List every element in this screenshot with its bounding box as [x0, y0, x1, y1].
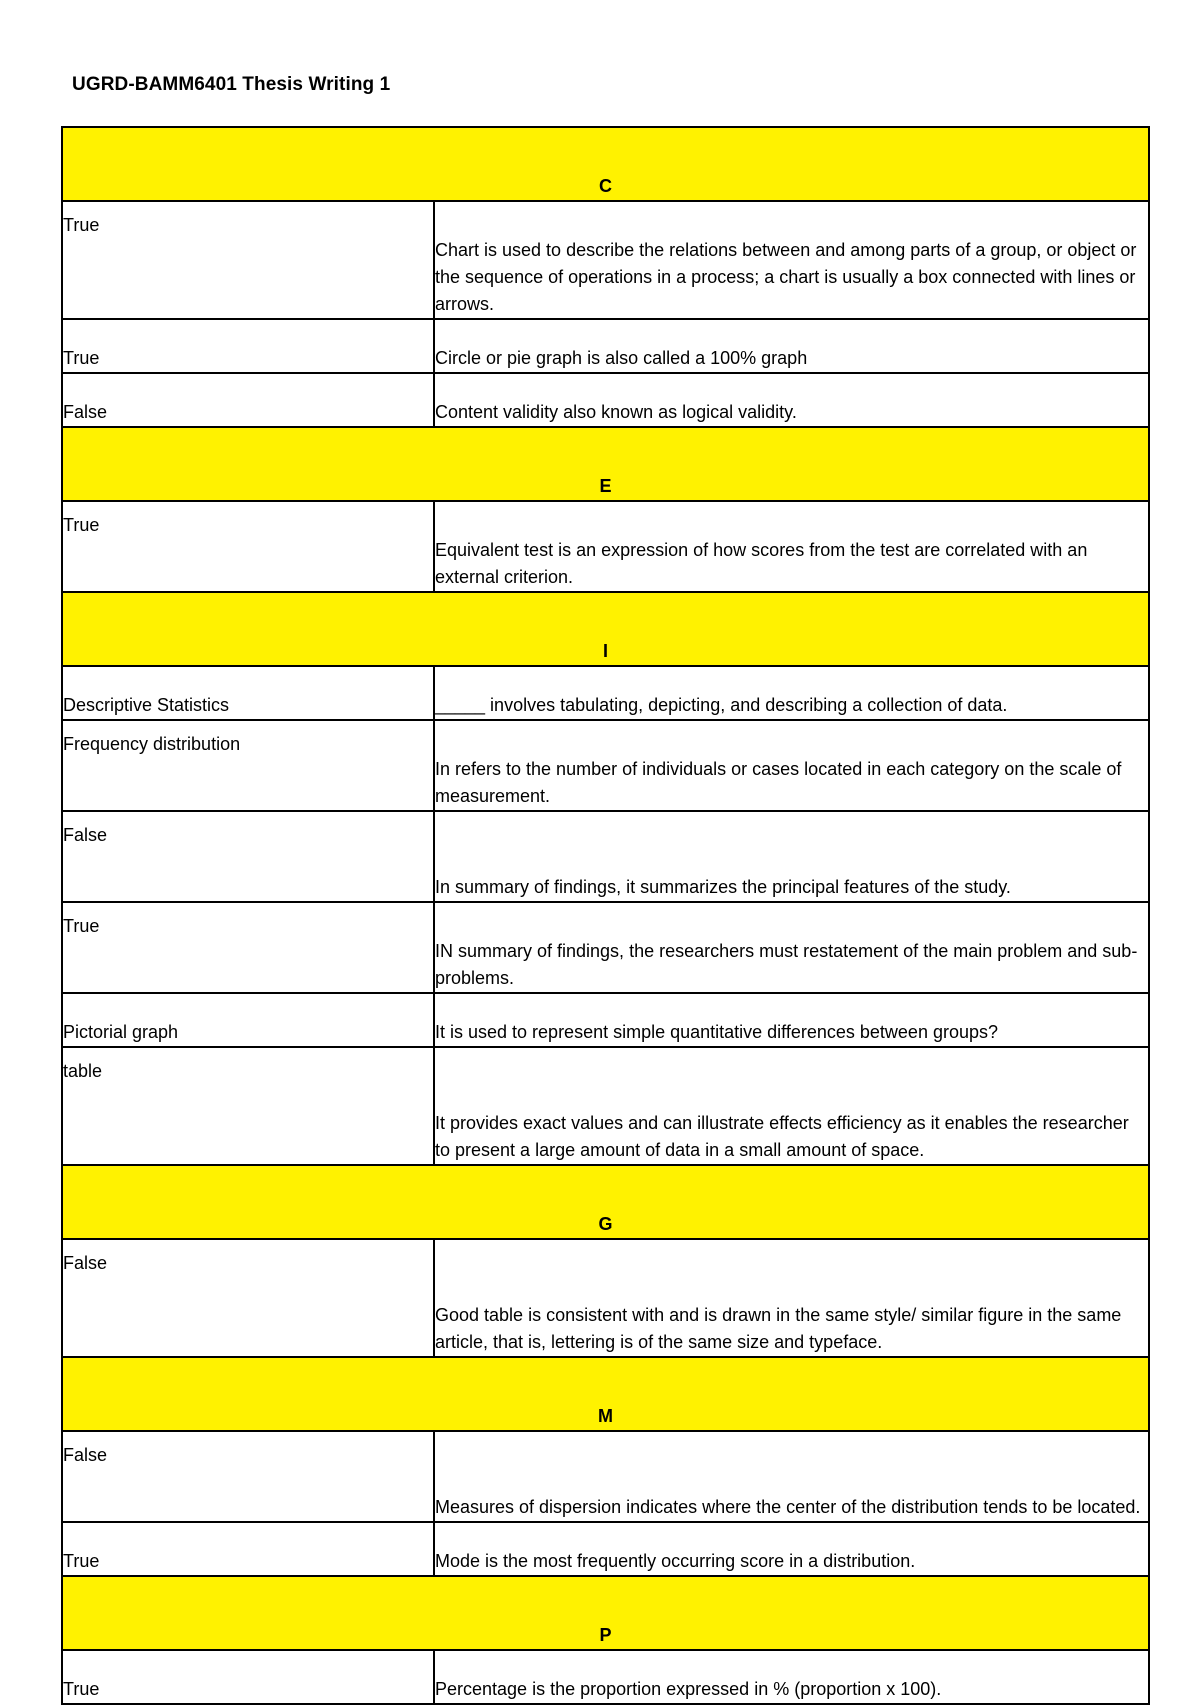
- table-row: [62, 1239, 1149, 1357]
- section-header-row: [62, 1165, 1149, 1239]
- section-letter: I: [62, 592, 1149, 666]
- section-header-row: [62, 1357, 1149, 1431]
- answer-cell: True: [62, 201, 434, 319]
- section-letter: C: [62, 127, 1149, 201]
- table-row: [62, 811, 1149, 902]
- answer-cell: True: [62, 1522, 434, 1576]
- question-cell: Circle or pie graph is also called a 100% graph: [434, 319, 1149, 373]
- answer-cell: table: [62, 1047, 434, 1165]
- table-row: [62, 666, 1149, 720]
- section-letter: P: [62, 1576, 1149, 1650]
- section-letter: G: [62, 1165, 1149, 1239]
- table-row: [62, 319, 1149, 373]
- question-cell: Chart is used to describe the relations between and among parts of a group, or object or the sequence of operations in a process; a chart is usually a box connected with lines or arrows.: [434, 201, 1149, 319]
- answer-cell: False: [62, 1239, 434, 1357]
- section-letter: E: [62, 427, 1149, 501]
- answer-key-table: [61, 126, 1150, 1705]
- question-cell: It provides exact values and can illustrate effects efficiency as it enables the researcher to present a large amount of data in a small amount of space.: [434, 1047, 1149, 1165]
- answer-cell: True: [62, 1650, 434, 1704]
- answer-cell: Frequency distribution: [62, 720, 434, 811]
- question-cell: Mode is the most frequently occurring score in a distribution.: [434, 1522, 1149, 1576]
- answer-cell: Descriptive Statistics: [62, 666, 434, 720]
- question-cell: Content validity also known as logical validity.: [434, 373, 1149, 427]
- table-row: [62, 1047, 1149, 1165]
- table-row: [62, 1431, 1149, 1522]
- answer-cell: False: [62, 1431, 434, 1522]
- question-cell: It is used to represent simple quantitative differences between groups?: [434, 993, 1149, 1047]
- answer-cell: True: [62, 501, 434, 592]
- question-cell: Measures of dispersion indicates where the center of the distribution tends to be located.: [434, 1431, 1149, 1522]
- section-header-row: [62, 427, 1149, 501]
- question-cell: Equivalent test is an expression of how scores from the test are correlated with an external criterion.: [434, 501, 1149, 592]
- table-row: [62, 373, 1149, 427]
- question-cell: _____ involves tabulating, depicting, and describing a collection of data.: [434, 666, 1149, 720]
- answer-cell: Pictorial graph: [62, 993, 434, 1047]
- section-letter: M: [62, 1357, 1149, 1431]
- table-row: [62, 902, 1149, 993]
- section-header-row: [62, 592, 1149, 666]
- section-header-row: [62, 127, 1149, 201]
- section-header-row: [62, 1576, 1149, 1650]
- answer-cell: True: [62, 319, 434, 373]
- table-row: [62, 720, 1149, 811]
- question-cell: Good table is consistent with and is drawn in the same style/ similar figure in the same article, that is, lettering is of the same size and typeface.: [434, 1239, 1149, 1357]
- table-row: [62, 1522, 1149, 1576]
- answer-cell: True: [62, 902, 434, 993]
- table-row: [62, 993, 1149, 1047]
- table-row: [62, 501, 1149, 592]
- answer-cell: False: [62, 811, 434, 902]
- answer-cell: False: [62, 373, 434, 427]
- page-title: UGRD-BAMM6401 Thesis Writing 1: [72, 74, 391, 95]
- question-cell: In refers to the number of individuals or cases located in each category on the scale of measurement.: [434, 720, 1149, 811]
- question-cell: Percentage is the proportion expressed in % (proportion x 100).: [434, 1650, 1149, 1704]
- question-cell: In summary of findings, it summarizes the principal features of the study.: [434, 811, 1149, 902]
- question-cell: IN summary of findings, the researchers must restatement of the main problem and sub-problems.: [434, 902, 1149, 993]
- table-row: [62, 201, 1149, 319]
